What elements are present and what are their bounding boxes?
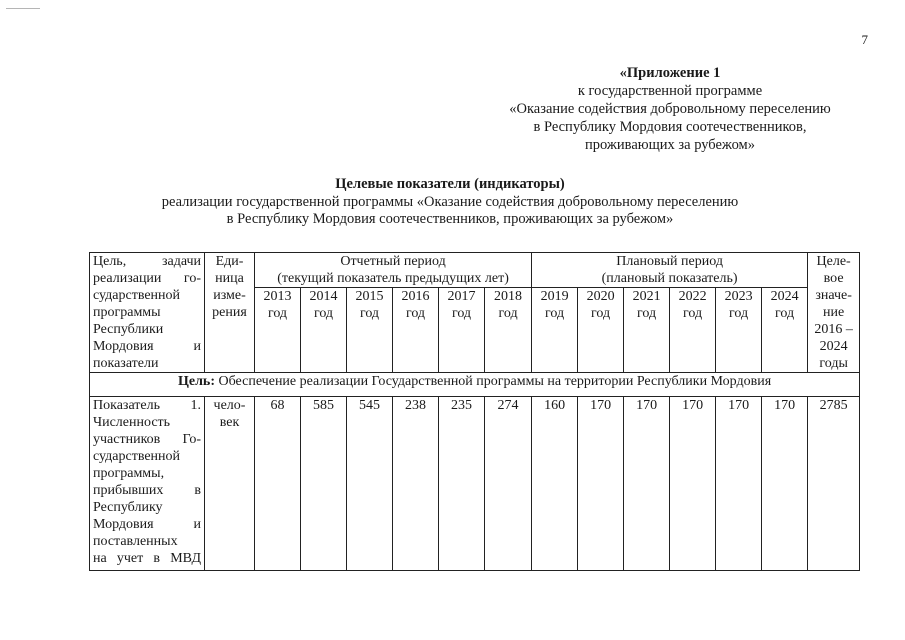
document-heading — [120, 176, 780, 229]
value-cell: 170 — [624, 397, 670, 571]
scan-artifact-line — [6, 8, 40, 9]
goal-cell — [90, 373, 860, 397]
value-cell: 170 — [762, 397, 808, 571]
header-row-periods — [90, 253, 860, 288]
year-cell: 2015 год — [347, 288, 393, 373]
year-cell: 2023 год — [716, 288, 762, 373]
appendix-line: «Оказание содействия добровольному переселению — [509, 101, 831, 117]
appendix-block — [480, 64, 860, 154]
target-value-cell: 2785 — [808, 397, 860, 571]
year-cell: 2019 год — [532, 288, 578, 373]
appendix-line: к государственной программе — [577, 83, 763, 99]
year-cell: 2013 год — [255, 288, 301, 373]
value-cell: 170 — [670, 397, 716, 571]
year-cell: 2024 год — [762, 288, 808, 373]
page-number: 7 — [861, 32, 868, 47]
header-planned-period: Плановый период (плановый показатель) — [532, 253, 808, 288]
heading-line: реализации государственной программы «Оказание содействия добровольному переселению — [161, 193, 739, 210]
goal-text: Обеспечение реализации Государственной программы на территории Республики Мордовия — [218, 374, 772, 389]
header-reporting-period: Отчетный период (текущий показатель предыдущих лет) — [255, 253, 532, 288]
heading-title: Целевые показатели (индикаторы) — [335, 176, 565, 192]
indicator-row — [90, 397, 860, 571]
year-cell: 2022 год — [670, 288, 716, 373]
value-cell: 170 — [578, 397, 624, 571]
appendix-title: «Приложение 1 — [619, 65, 721, 81]
indicators-table — [89, 252, 860, 571]
header-unit-cell: Еди- ница изме- рения — [205, 253, 255, 373]
header-goal-cell: Цель, задачи реализации го- сударственной программы Республики Мордовия и показатели — [90, 253, 205, 373]
goal-row — [90, 373, 860, 397]
indicator-name-cell: Показатель 1. Численность участников Го- сударственной программы, прибывших в Республику Мордовия и поставленных на учет в МВД — [90, 397, 205, 571]
year-cell: 2016 год — [393, 288, 439, 373]
year-cell: 2020 год — [578, 288, 624, 373]
value-cell: 585 — [301, 397, 347, 571]
value-cell: 235 — [439, 397, 485, 571]
goal-label: Цель: — [177, 374, 215, 389]
value-cell: 238 — [393, 397, 439, 571]
value-cell: 274 — [485, 397, 532, 571]
value-cell: 160 — [532, 397, 578, 571]
appendix-line: проживающих за рубежом» — [585, 137, 755, 153]
year-cell: 2021 год — [624, 288, 670, 373]
value-cell: 545 — [347, 397, 393, 571]
value-cell: 68 — [255, 397, 301, 571]
header-target-cell: Целе- вое значе- ние 2016 – 2024 годы — [808, 253, 860, 373]
year-cell: 2014 год — [301, 288, 347, 373]
indicator-unit-cell: чело- век — [205, 397, 255, 571]
year-cell: 2017 год — [439, 288, 485, 373]
appendix-line: в Республику Мордовия соотечественников, — [533, 119, 807, 135]
value-cell: 170 — [716, 397, 762, 571]
year-cell: 2018 год — [485, 288, 532, 373]
heading-line: в Республику Мордовия соотечественников, проживающих за рубежом» — [226, 211, 674, 227]
